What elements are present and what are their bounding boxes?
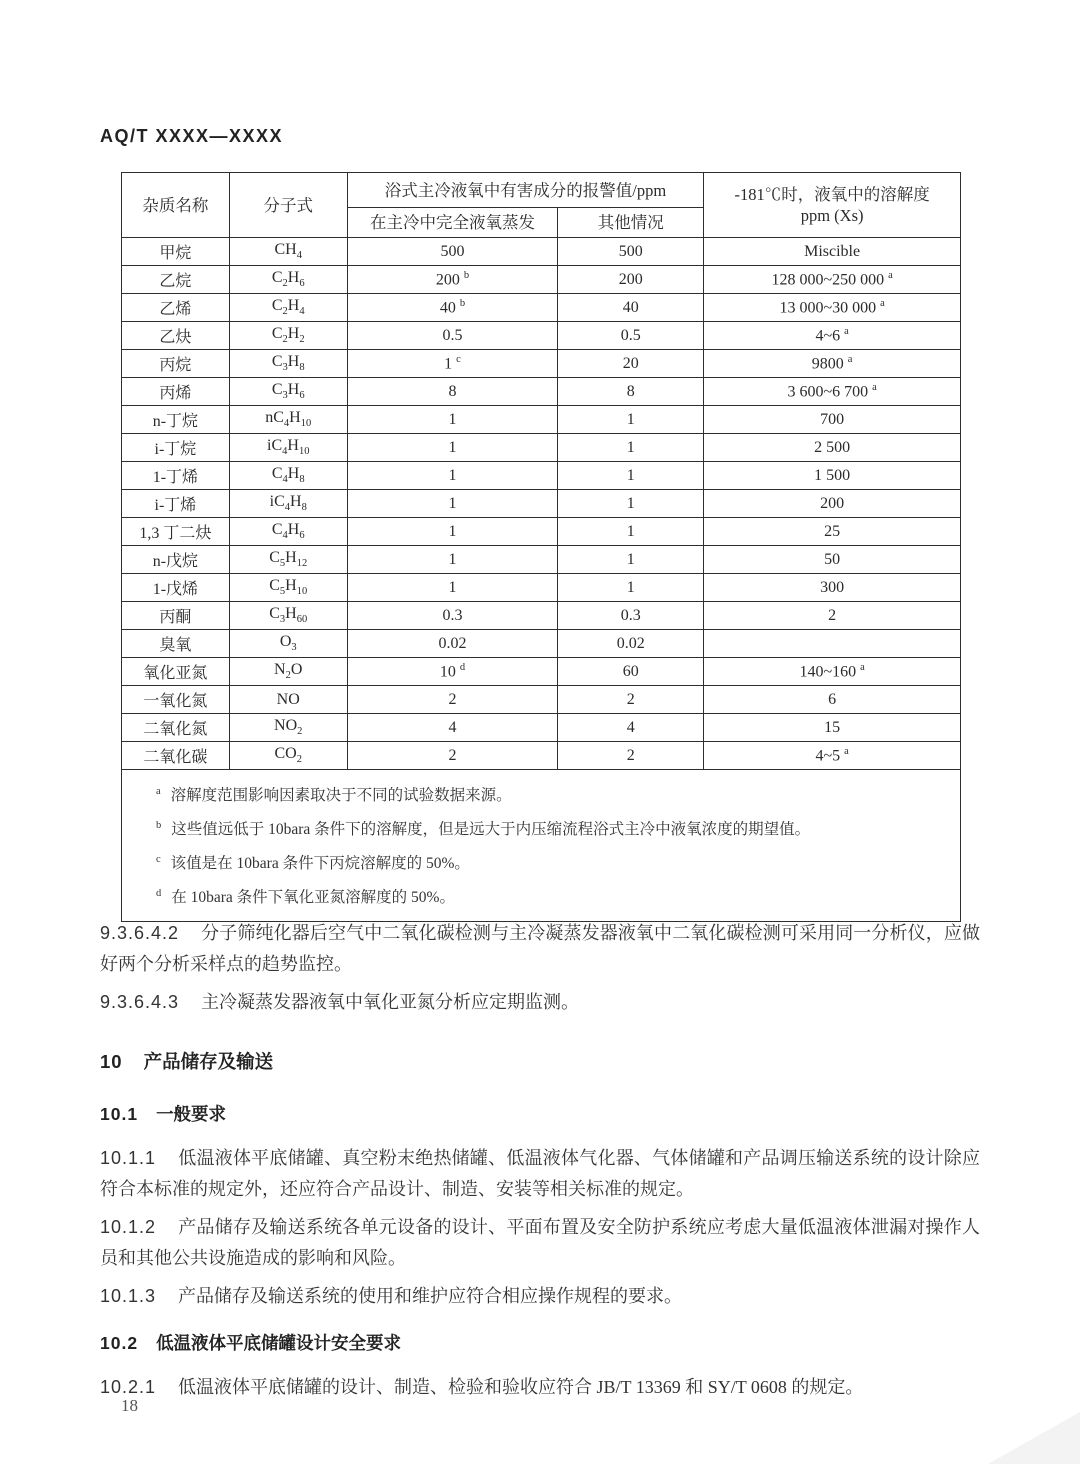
cell-alarm-other: 1 <box>558 518 704 546</box>
col-header-alarm-group: 浴式主冷液氧中有害成分的报警值/ppm <box>347 173 704 208</box>
table-row <box>122 630 961 658</box>
cell-solubility: 50 <box>704 546 961 574</box>
table-row <box>122 238 961 266</box>
clause-text: 主冷凝蒸发器液氧中氧化亚氮分析应定期监测。 <box>201 992 580 1012</box>
clause-9-3-6-4-3 <box>100 987 980 1018</box>
impurity-table-body <box>122 238 961 770</box>
table-row <box>122 574 961 602</box>
cell-alarm-other: 1 <box>558 546 704 574</box>
table-row <box>122 686 961 714</box>
cell-alarm-full-evap: 1 <box>347 462 558 490</box>
cell-alarm-other: 60 <box>558 658 704 686</box>
cell-alarm-other: 1 <box>558 434 704 462</box>
cell-alarm-full-evap: 0.02 <box>347 630 558 658</box>
cell-alarm-full-evap: 10 $^d$ <box>347 658 558 686</box>
cell-impurity-name: i-丁烯 <box>122 490 230 518</box>
cell-formula: $C_5H_{12}$ <box>229 546 347 574</box>
clause-10-1-3 <box>100 1281 980 1312</box>
clause-text: 分子筛纯化器后空气中二氧化碳检测与主冷凝蒸发器液氧中二氧化碳检测可采用同一分析仪，应做好两个分析采样点的趋势监控。 <box>100 923 980 974</box>
table-row <box>122 518 961 546</box>
table-row <box>122 714 961 742</box>
cell-formula: $NO_2$ <box>229 714 347 742</box>
cell-solubility: 128 000~250 000 $^a$ <box>704 266 961 294</box>
clause-number: 9.3.6.4.2 <box>100 923 180 943</box>
footnote-a: $^a$ 溶解度范围影响因素取决于不同的试验数据来源。 <box>156 786 512 805</box>
table-header <box>122 173 961 238</box>
col-header-solubility-line1: -181℃时，液氧中的溶解度 <box>734 185 930 204</box>
cell-formula: $C_3H_{60}$ <box>229 602 347 630</box>
cell-solubility: 25 <box>704 518 961 546</box>
cell-solubility: 700 <box>704 406 961 434</box>
cell-alarm-full-evap: 0.5 <box>347 322 558 350</box>
clause-number: 10.1 <box>100 1104 139 1124</box>
table-row <box>122 378 961 406</box>
table-row <box>122 742 961 770</box>
cell-impurity-name: 丙酮 <box>122 602 230 630</box>
impurity-alarm-table <box>121 172 961 922</box>
cell-formula: $iC_4H_{10}$ <box>229 434 347 462</box>
table-row <box>122 350 961 378</box>
cell-alarm-full-evap: 1 <box>347 518 558 546</box>
cell-formula: $CH_4$ <box>229 238 347 266</box>
section-heading-10 <box>100 1048 980 1074</box>
col-header-alarm-other: 其他情况 <box>558 208 704 238</box>
cell-impurity-name: 臭氧 <box>122 630 230 658</box>
cell-solubility: 2 500 <box>704 434 961 462</box>
cell-solubility: 13 000~30 000 $^a$ <box>704 294 961 322</box>
cell-alarm-full-evap: 2 <box>347 742 558 770</box>
cell-impurity-name: 甲烷 <box>122 238 230 266</box>
cell-solubility: 200 <box>704 490 961 518</box>
cell-alarm-full-evap: 1 <box>347 490 558 518</box>
cell-alarm-full-evap: 500 <box>347 238 558 266</box>
cell-solubility: 140~160 $^a$ <box>704 658 961 686</box>
clause-10-1-2 <box>100 1212 980 1274</box>
body-text <box>100 918 980 1410</box>
cell-solubility: 1 500 <box>704 462 961 490</box>
table-row <box>122 658 961 686</box>
cell-alarm-other: 8 <box>558 378 704 406</box>
col-header-formula: 分子式 <box>229 173 347 238</box>
cell-impurity-name: 1-戊烯 <box>122 574 230 602</box>
clause-text: 产品储存及输送系统的使用和维护应符合相应操作规程的要求。 <box>178 1286 683 1306</box>
cell-impurity-name: 氧化亚氮 <box>122 658 230 686</box>
col-header-alarm-full-evap: 在主冷中完全液氧蒸发 <box>347 208 558 238</box>
cell-alarm-other: 1 <box>558 490 704 518</box>
clause-text: 低温液体平底储罐、真空粉末绝热储罐、低温液体气化器、气体储罐和产品调压输送系统的设计除应符合本标准的规定外，还应符合产品设计、制造、安装等相关标准的规定。 <box>100 1148 980 1199</box>
cell-formula: $C_3H_6$ <box>229 378 347 406</box>
cell-alarm-other: 20 <box>558 350 704 378</box>
clause-number: 10.1.1 <box>100 1148 157 1168</box>
impurity-table-footnotes <box>122 770 961 922</box>
corner-scan-artifact <box>988 1412 1080 1464</box>
cell-alarm-other: 0.3 <box>558 602 704 630</box>
clause-text: 低温液体平底储罐的设计、制造、检验和验收应符合 JB/T 13369 和 SY/T 0608 的规定。 <box>178 1377 864 1397</box>
table-row <box>122 434 961 462</box>
cell-impurity-name: 1-丁烯 <box>122 462 230 490</box>
clause-number: 10.1.2 <box>100 1217 157 1237</box>
footnotes-cell <box>122 770 961 922</box>
cell-alarm-other: 40 <box>558 294 704 322</box>
cell-impurity-name: 二氧化氮 <box>122 714 230 742</box>
clause-text: 低温液体平底储罐设计安全要求 <box>156 1333 402 1353</box>
cell-alarm-other: 1 <box>558 462 704 490</box>
cell-formula: $iC_4H_8$ <box>229 490 347 518</box>
clause-number: 10.2 <box>100 1333 139 1353</box>
cell-alarm-other: 0.5 <box>558 322 704 350</box>
cell-impurity-name: n-戊烷 <box>122 546 230 574</box>
footnote-d: $^d$ 在 10bara 条件下氧化亚氮溶解度的 50%。 <box>156 888 455 907</box>
cell-alarm-other: 4 <box>558 714 704 742</box>
cell-alarm-other: 200 <box>558 266 704 294</box>
cell-impurity-name: 二氧化碳 <box>122 742 230 770</box>
cell-alarm-full-evap: 1 <box>347 406 558 434</box>
table-row <box>122 266 961 294</box>
cell-impurity-name: 1,3 丁二炔 <box>122 518 230 546</box>
cell-alarm-full-evap: 1 <box>347 574 558 602</box>
cell-alarm-full-evap: 1 $^c$ <box>347 350 558 378</box>
cell-alarm-full-evap: 2 <box>347 686 558 714</box>
cell-formula: NO <box>229 686 347 714</box>
footnote-c: $^c$ 该值是在 10bara 条件下丙烷溶解度的 50%。 <box>156 854 470 873</box>
table-row <box>122 602 961 630</box>
clause-number: 9.3.6.4.3 <box>100 992 180 1012</box>
header-row-1 <box>122 173 961 208</box>
table-row <box>122 462 961 490</box>
page-number: 18 <box>121 1396 138 1415</box>
cell-impurity-name: 丙烷 <box>122 350 230 378</box>
table-row <box>122 322 961 350</box>
cell-alarm-full-evap: 1 <box>347 546 558 574</box>
cell-formula: $C_2H_4$ <box>229 294 347 322</box>
cell-formula: $CO_2$ <box>229 742 347 770</box>
cell-alarm-other: 500 <box>558 238 704 266</box>
clause-text: 产品储存及输送系统各单元设备的设计、平面布置及安全防护系统应考虑大量低温液体泄漏对操作人员和其他公共设施造成的影响和风险。 <box>100 1217 980 1268</box>
cell-solubility: 4~6 $^a$ <box>704 322 961 350</box>
cell-alarm-other: 2 <box>558 742 704 770</box>
cell-alarm-other: 2 <box>558 686 704 714</box>
table-row <box>122 546 961 574</box>
cell-solubility: 6 <box>704 686 961 714</box>
cell-solubility: 4~5 $^a$ <box>704 742 961 770</box>
col-header-solubility <box>704 173 961 238</box>
cell-formula: $C_4H_8$ <box>229 462 347 490</box>
cell-impurity-name: n-丁烷 <box>122 406 230 434</box>
cell-alarm-full-evap: 0.3 <box>347 602 558 630</box>
cell-impurity-name: 乙炔 <box>122 322 230 350</box>
clause-text: 一般要求 <box>156 1104 227 1124</box>
clause-number: 10 <box>100 1051 123 1072</box>
cell-solubility: 300 <box>704 574 961 602</box>
cell-impurity-name: 乙烯 <box>122 294 230 322</box>
cell-impurity-name: 乙烷 <box>122 266 230 294</box>
cell-impurity-name: 一氧化氮 <box>122 686 230 714</box>
cell-solubility: Miscible <box>704 238 961 266</box>
cell-formula: $C_5H_{10}$ <box>229 574 347 602</box>
cell-formula: $C_3H_8$ <box>229 350 347 378</box>
cell-alarm-other: 1 <box>558 574 704 602</box>
clause-10-2-1 <box>100 1372 980 1403</box>
clause-10-1-1 <box>100 1143 980 1205</box>
cell-alarm-full-evap: 40 $^b$ <box>347 294 558 322</box>
cell-impurity-name: 丙烯 <box>122 378 230 406</box>
cell-impurity-name: i-丁烷 <box>122 434 230 462</box>
cell-alarm-other: 0.02 <box>558 630 704 658</box>
cell-alarm-full-evap: 4 <box>347 714 558 742</box>
cell-solubility: 15 <box>704 714 961 742</box>
clause-text: 产品储存及输送 <box>143 1051 274 1072</box>
clause-number: 10.1.3 <box>100 1286 157 1306</box>
cell-formula: $C_2H_6$ <box>229 266 347 294</box>
clause-number: 10.2.1 <box>100 1377 157 1397</box>
col-header-impurity: 杂质名称 <box>122 173 230 238</box>
cell-formula: $O_3$ <box>229 630 347 658</box>
cell-solubility <box>704 630 961 658</box>
cell-alarm-other: 1 <box>558 406 704 434</box>
cell-alarm-full-evap: 1 <box>347 434 558 462</box>
footnote-b: $^b$ 这些值远低于 10bara 条件下的溶解度，但是远大于内压缩流程浴式主冷中液氧浓度的期望值。 <box>156 820 811 839</box>
cell-solubility: 3 600~6 700 $^a$ <box>704 378 961 406</box>
cell-alarm-full-evap: 8 <box>347 378 558 406</box>
section-heading-10-2 <box>100 1330 980 1355</box>
doc-code: AQ/T XXXX—XXXX <box>100 126 284 146</box>
cell-formula: $C_4H_6$ <box>229 518 347 546</box>
cell-solubility: 2 <box>704 602 961 630</box>
table-row <box>122 406 961 434</box>
clause-9-3-6-4-2 <box>100 918 980 980</box>
cell-solubility: 9800 $^a$ <box>704 350 961 378</box>
table-row <box>122 490 961 518</box>
col-header-solubility-line2: ppm (Xs) <box>800 206 864 225</box>
cell-formula: $C_2H_2$ <box>229 322 347 350</box>
table-row <box>122 294 961 322</box>
section-heading-10-1 <box>100 1101 980 1126</box>
cell-alarm-full-evap: 200 $^b$ <box>347 266 558 294</box>
footnotes-row <box>122 770 961 922</box>
cell-formula: $nC_4H_{10}$ <box>229 406 347 434</box>
cell-formula: $N_2O$ <box>229 658 347 686</box>
